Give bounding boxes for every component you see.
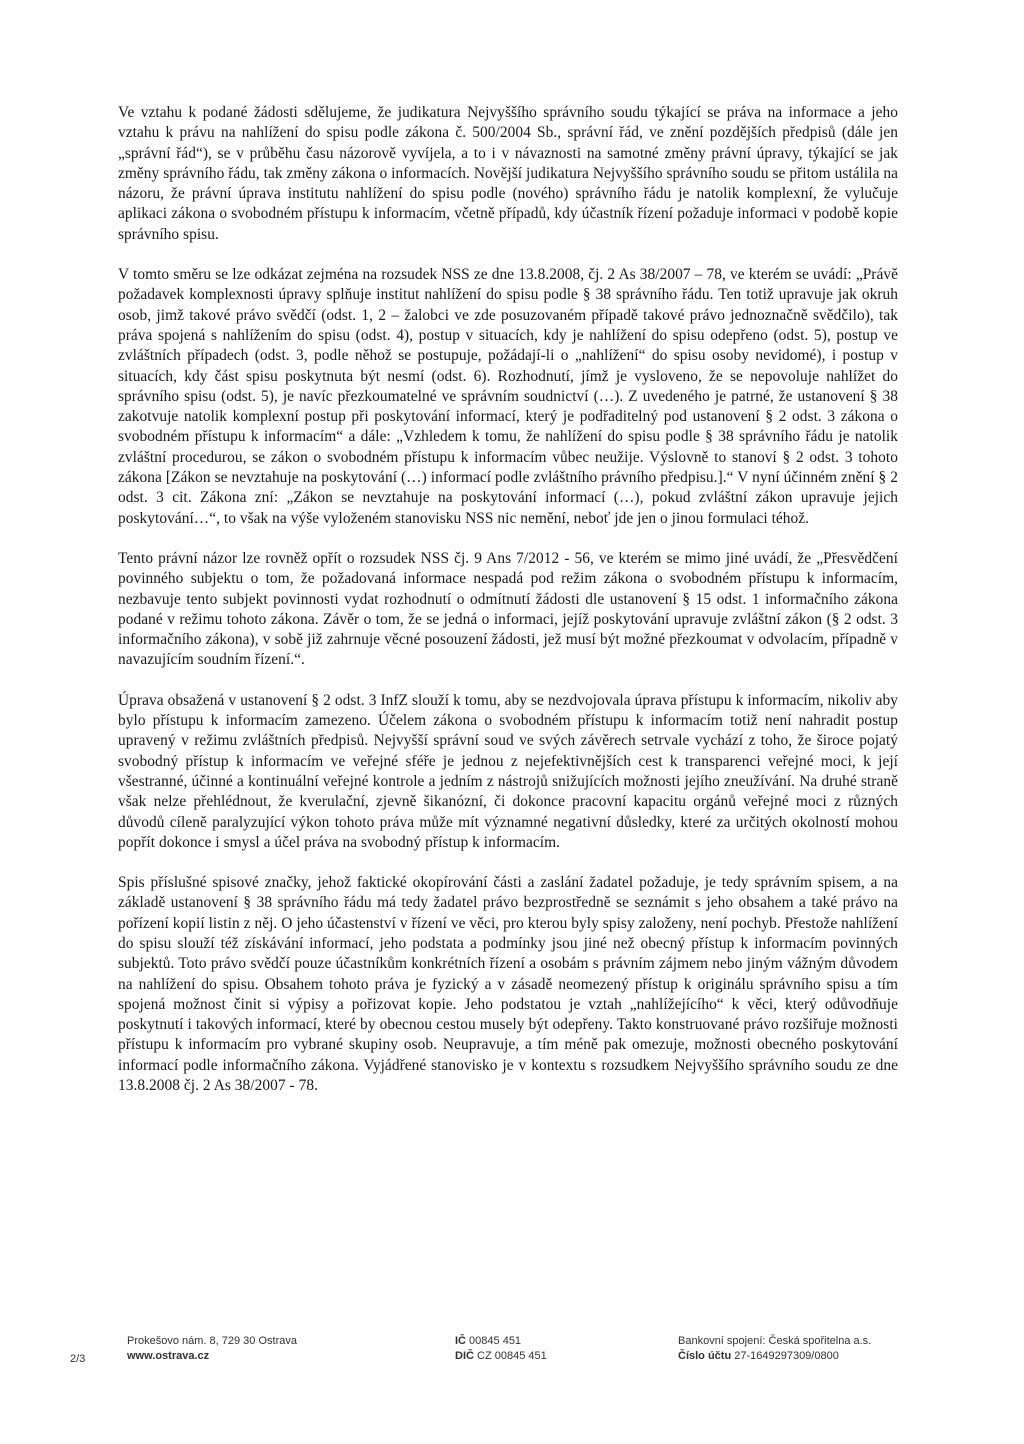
- paragraph-1: Ve vztahu k podané žádosti sdělujeme, že judikatura Nejvyššího správního soudu týkající se práva na informace a jeho vztahu k právu na nahlížení do spisu podle zákona č. 500/2004 Sb., správní řád, ve znění pozdějších předpisů (dále jen „správní řád“), se v průběhu času názorově vyvíjela, a to i v návaznosti na samotné změny právní úpravy, týkající se jak změny správního řádu, tak změny zákona o informacích. Novější judikatura Nejvyššího správního soudu se přitom ustálila na názoru, že právní úprava institutu nahlížení do spisu podle (nového) správního řádu je natolik komplexní, že vylučuje aplikaci zákona o svobodném přístupu k informacím, včetně případů, kdy účastník řízení požaduje informaci v podobě kopie správního spisu.: [118, 104, 898, 243]
- page-footer: [0, 1334, 1024, 1374]
- footer-website-link[interactable]: www.ostrava.cz: [127, 1350, 210, 1362]
- letter-body: [118, 103, 898, 1096]
- footer-address-block: [127, 1334, 297, 1364]
- paragraph-4: Úprava obsažená v ustanovení § 2 odst. 3 InfZ slouží k tomu, aby se nezdvojovala úprava přístupu k informacím, nikoliv aby bylo přístupu k informacím zamezeno. Účelem zákona o svobodném přístupu k informacím totiž není nahradit postup upravený v režimu zvláštních předpisů. Nejvyšší správní soud ve svých závěrech setrvale vychází z toho, že široce pojatý svobodný přístup k informacím ve veřejné sféře je jednou z nejefektivnějších cest k transparenci veřejné moci, k její všestranné, účinné a kontinuální veřejné kontrole a jedním z nástrojů snižujících možnosti jejího zneužívání. Na druhé straně však nelze přehlédnout, že kverulační, zjevně šikanózní, či dokonce pracovní kapacitu orgánů veřejné moci z různých důvodů cíleně paralyzující výkon tohoto práva může mít významné negativní důsledky, které za určitých okolností mohou popřít dokonce i smysl a účel práva na svobodný přístup k informacím.: [118, 691, 898, 851]
- footer-dic: DIČ CZ 00845 451: [455, 1350, 547, 1362]
- footer-account: Číslo účtu 27-1649297309/0800: [678, 1350, 839, 1362]
- page-number: 2/3: [70, 1353, 86, 1365]
- paragraph-5: Spis příslušné spisové značky, jehož faktické okopírování části a zaslání žadatel požaduje, je tedy správním spisem, a na základě ustanovení § 38 správního řádu má tedy žadatel právo bezprostředně se seznámit s jeho obsahem a také právo na pořízení kopií listin z něj. O jeho účastenství v řízení ve věci, pro kterou byly spisy založeny, není pochyb. Přestože nahlížení do spisu slouží též získávání informací, jeho podstata a podmínky jsou jiné než obecný přístup k informacím povinných subjektů. Toto právo svědčí pouze účastníkům konkrétních řízení a osobám s právním zájmem nebo jiným vážným důvodem na nahlížení do spisu. Obsahem tohoto práva je fyzický a v zásadě neomezený přístup k originálu správního spisu a tím spojená možnost činit si výpisy a pořizovat kopie. Jeho podstatou je vztah „nahlížejícího“ k věci, který odůvodňuje poskytnutí i takových informací, které by obecnou cestou musely být odepřeny. Takto konstruované právo rozšiřuje možnosti přístupu k informacím pro vybrané skupiny osob. Neupravuje, a tím méně pak omezuje, možnosti obecného poskytování informací podle informačního zákona. Vyjádřené stanovisko je v kontextu s rozsudkem Nejvyššího správního soudu ze dne 13.8.2008 čj. 2 As 38/2007 - 78.: [118, 874, 898, 1095]
- footer-address: Prokešovo nám. 8, 729 30 Ostrava: [127, 1335, 297, 1347]
- footer-bank-block: [678, 1334, 871, 1364]
- paragraph-3: Tento právní názor lze rovněž opřít o rozsudek NSS čj. 9 Ans 7/2012 - 56, ve kterém se mimo jiné uvádí, že „Přesvědčení povinného subjektu o tom, že požadovaná informace nespadá pod režim zákona o svobodném přístupu k informacím, nezbavuje tento subjekt povinnosti vydat rozhodnutí o odmítnutí žádosti dle ustanovení § 15 odst. 1 informačního zákona podané v režimu tohoto zákona. Závěr o tom, že se jedná o informaci, jejíž poskytování upravuje zvláštní zákon (§ 2 odst. 3 informačního zákona), v sobě již zahrnuje věcné posouzení žádosti, jež musí být možné přezkoumat v odvolacím, případně v navazujícím soudním řízení.“.: [118, 549, 898, 669]
- footer-id-block: [455, 1334, 547, 1364]
- footer-ic: IČ 00845 451: [455, 1335, 522, 1347]
- footer-bank: Bankovní spojení: Česká spořitelna a.s.: [678, 1335, 872, 1347]
- paragraph-2: V tomto směru se lze odkázat zejména na rozsudek NSS ze dne 13.8.2008, čj. 2 As 38/2007 – 78, ve kterém se uvádí: „Právě požadavek komplexnosti úpravy splňuje institut nahlížení do spisu podle § 38 správního řádu. Ten totiž upravuje jak okruh osob, jimž takové právo svědčí (odst. 1, 2 – žalobci ve zde posuzovaném případě takové právo jednoznačně svědčilo), tak práva spojená s nahlížením do spisu (odst. 4), postup v situacích, kdy je nahlížení do spisu odepřeno (odst. 5), postup ve zvláštních případech (odst. 3, podle něhož se postupuje, požádají-li o „nahlížení“ do spisu osoby nevidomé), i postup v situacích, kdy část spisu poskytnuta být nesmí (odst. 6). Rozhodnutí, jímž je vysloveno, že se nepovoluje nahlížet do správního spisu (odst. 5), je navíc přezkoumatelné ve správním soudnictví (…). Z uvedeného je patrné, že ustanovení § 38 zakotvuje natolik komplexní postup při poskytování informací, který je podřaditelný pod ustanovení § 2 odst. 3 zákona o svobodném přístupu k informacím“ a dále: „Vzhledem k tomu, že nahlížení do spisu podle § 38 správního řádu je natolik zvláštní procedurou, se zákon o svobodném přístupu k informacím vůbec neužije. Výslovně to stanoví § 2 odst. 3 tohoto zákona [Zákon se nevztahuje na poskytování (…) informací podle zvláštního právního předpisu.].“ V nyní účinném znění § 2 odst. 3 cit. Zákona zní: „Zákon se nevztahuje na poskytování informací (…), pokud zvláštní zákon upravuje jejich poskytování…“, to však na výše vyloženém stanovisku NSS nic nemění, neboť jde jen o jinou formulaci téhož.: [118, 266, 898, 527]
